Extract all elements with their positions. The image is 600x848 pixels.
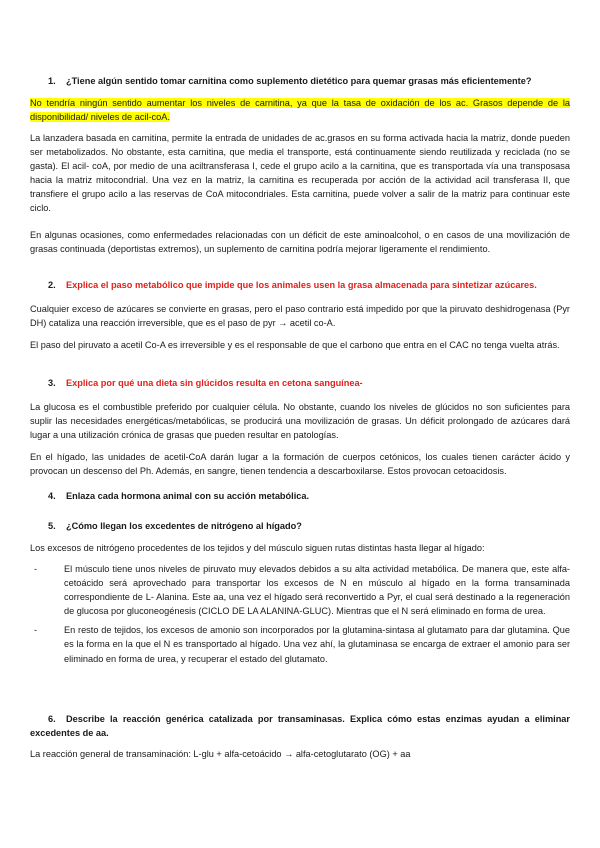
question-3-number: 3. [48,378,56,388]
question-6-text: Describe la reacción genérica catalizada por transaminasas. Explica cómo estas enzimas ayudan a eliminar excedentes de aa. [30,714,570,739]
question-1-text: ¿Tiene algún sentido tomar carnitina como suplemento dietético para quemar grasas más eficientemente? [66,76,532,86]
question-5-number: 5. [48,521,56,531]
list-item-text: En resto de tejidos, los excesos de amonio son incorporados por la glutamina-sintasa al glutamato para dar glutamina. Que es la forma en la que el N es transportado al hígado. Una vez ahí, la glutaminasa se encarga de extraer el amonio para ser eliminado en forma de urea, y recuperar el estado del glutamato. [64,625,570,664]
answer-3-paragraph-1: La glucosa es el combustible preferido por cualquier célula. No obstante, cuando los niveles de glúcidos no son suficientes para suplir las necesidades energéticas/metabólicas, se producirá una movilización de grasas. Un déficit prolongado de azúcares dará lugar a una utilización crónica de grasas que pueden resultar en patologías. [30,402,570,441]
question-4-number: 4. [48,491,56,501]
answer-5-list [30,562,570,666]
answer-2-paragraph-1: Cualquier exceso de azúcares se convierte en grasas, pero el paso contrario está impedido por que la piruvato deshidrogenasa (Pyr DH) cataliza una reacción irreversible, que es el paso de pyr → acetil co-A. [30,304,570,329]
highlighted-answer: No tendría ningún sentido aumentar los niveles de carnitina, ya que la tasa de oxidación de los ac. Grasos depende de la disponibilidad/ niveles de acil-coA. [30,98,570,123]
answer-3-paragraph-2: En el hígado, las unidades de acetil-CoA darán lugar a la formación de cuerpos cetónicos, los cuales tienen carácter ácido y provocan un descenso del Ph. Además, en sangre, tienen tendencia a descarboxilarse. Estos provocan cetoacidosis. [30,452,570,477]
question-2-text: Explica el paso metabólico que impide que los animales usen la grasa almacenada para sintetizar azúcares. [66,280,537,290]
answer-2-paragraph-2: El paso del piruvato a acetil Co-A es irreversible y es el responsable de que el carbono que entra en el CAC no tenga vuelta atrás. [30,340,560,350]
list-item [30,562,570,618]
question-6 [30,712,570,740]
question-4 [30,489,570,503]
question-2-number: 2. [48,280,56,290]
bullet-dash: - [34,625,38,636]
question-5-text: ¿Cómo llegan los excedentes de nitrógeno al hígado? [66,521,302,531]
answer-6-paragraph-1: La reacción general de transaminación: L-glu + alfa-cetoácido → alfa-cetoglutarato (OG) + aa [30,749,411,759]
question-5 [30,519,570,533]
list-item [30,623,570,665]
answer-1-highlight [30,96,570,124]
answer-1-paragraph-1: La lanzadera basada en carnitina, permite la entrada de unidades de ac.grasos en su forma activada hacia la matriz, donde pueden ser metabolizados. No obstante, esta carnitina, que media el transporte, está continuamente siendo reutilizada y reciclada (no se gasta). El acil- coA, por medio de una aciltransferasa I, cede el grupo acilo a la carnitina, que es transportada vía una transposasa hacia la matriz mitocondrial. Una vez en la matriz, la carnitina es recuperada por acción de la actividad acil transferasa II, que transfiere el grupo acilo a las reservas de CoA mitocondriales. Esta carnitina, puede volver a salir de la matriz para continuar este ciclo. [30,133,570,214]
answer-5-intro: Los excesos de nitrógeno procedentes de los tejidos y del músculo siguen rutas distintas hasta llegar al hígado: [30,543,485,553]
question-6-number: 6. [48,714,56,724]
question-1-number: 1. [48,76,56,86]
list-item-text: El músculo tiene unos niveles de piruvato muy elevados debidos a su alta actividad metabólica. De manera que, este alfa-cetoácido será aprovechado para transportar los excesos de N en músculo al hígado en la forma transaminada correspondiente de L- Alanina. Este aa, una vez el hígado será reconvertido a Pyr, el cual será destinado a la regeneración de glucosa por gluconeogénesis (CICLO DE LA ALANINA-GLUC). Mientras que el N será eliminado en forma de urea. [64,564,570,617]
answer-1-paragraph-2: En algunas ocasiones, como enfermedades relacionadas con un déficit de este aminoalcohol, o en casos de una movilización de grasas continuada (deportistas extremos), un suplemento de carnitina podría mejorar ligeramente el rendimiento. [30,230,570,255]
question-4-text: Enlaza cada hormona animal con su acción metabólica. [66,491,310,501]
question-3 [30,376,570,390]
question-2 [30,278,570,292]
bullet-dash: - [34,564,38,574]
question-3-text: Explica por qué una dieta sin glúcidos resulta en cetona sanguínea- [66,378,363,388]
question-1 [30,74,570,88]
